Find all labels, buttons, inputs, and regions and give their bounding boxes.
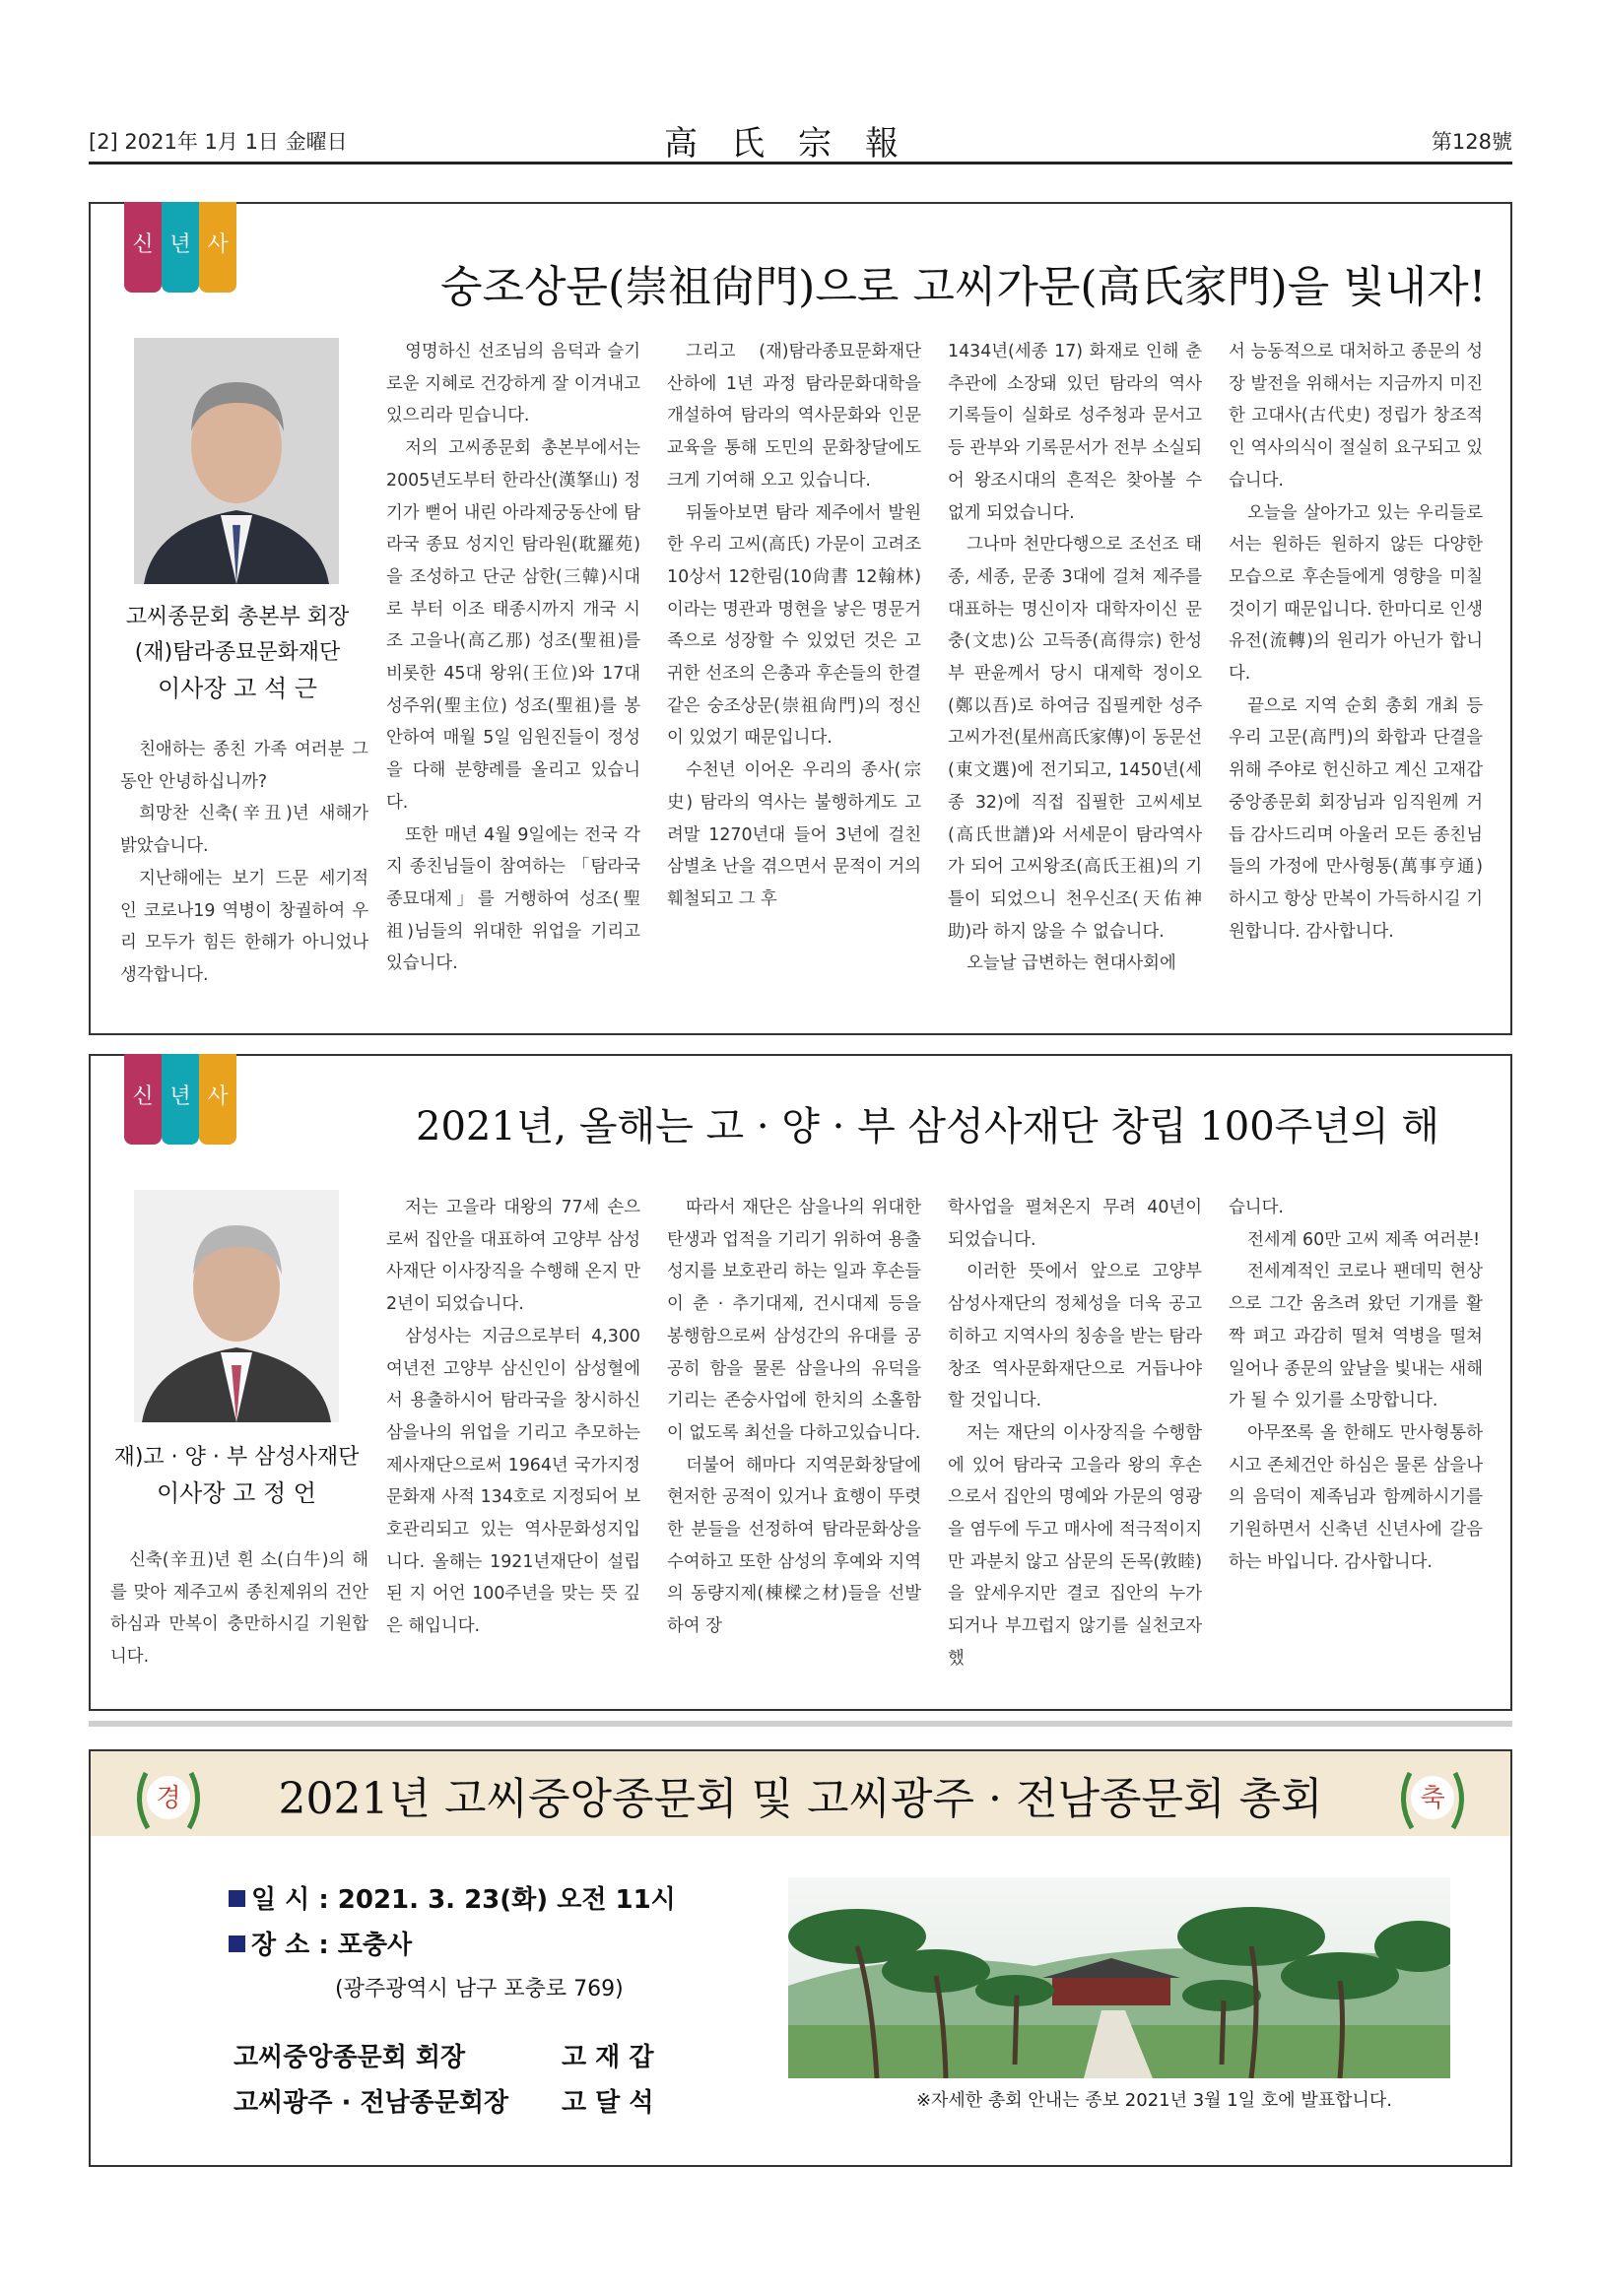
paragraph: 그나마 천만다행으로 조선조 태종, 세종, 문종 3대에 걸쳐 제주를 대표하는 명신이자 대학자이신 문충(文忠)公 고득종(高得宗) 한성부 판윤께서 당시 대제학 정이오(鄭以吾)로 하여금 집필케한 성주고씨가전(星州高氏家傳)이 동문선(東文選)에 전기되고, 1450년(세종 32)에 직접 집필한 고씨세보(高氏世譜)와 서세문이 탐라역사가 되어 고씨왕조(高氏王祖)의 기틀이 되었으니 천우신조(天佑神助)라 하지 않을 수 없습니다. — [948, 535, 1202, 942]
section-divider — [89, 1721, 1512, 1727]
text-column — [386, 336, 640, 980]
badge-char: 년 — [162, 1054, 199, 1145]
date-label: 일 시 : 2021. 3. 23(화) 오전 11시 — [251, 1885, 676, 1915]
paragraph: 그리고 (재)탐라종묘문화재단 산하에 1년 과정 탐라문화대학을 개설하여 탐라의 역사문화와 인문교육을 통해 도민의 문화창달에도 크게 기여해 오고 있습니다. — [667, 342, 921, 491]
wreath-char: 경 — [156, 1784, 181, 1813]
place-line — [229, 1925, 412, 1961]
newspaper-title: 高氏宗報 — [664, 124, 932, 164]
paragraph: 이러한 뜻에서 앞으로 고양부 삼성사재단의 정체성을 더욱 공고히하고 지역사의 칭송을 받는 탐라창조 역사문화재단으로 거듭나야 할 것입니다. — [948, 1262, 1202, 1411]
text-column — [1229, 1192, 1483, 1578]
portrait-photo — [134, 1190, 339, 1422]
paragraph: 삼성사는 지금으로부터 4,300여년전 고양부 삼신인이 삼성혈에서 용출하시어 탐라국을 창시하신 삼을나의 위업을 기리고 추모하는 제사재단으로써 1964년 국가지정 문화재 사적 134호로 지정되어 보호관리되고 있는 역사문화성지입니다. 올해는 1921년재단이 설립된 지 어언 100주년을 맞는 뜻 깊은 해입니다. — [386, 1326, 640, 1637]
paragraph: 학사업을 펼쳐온지 무려 40년이 되었습니다. — [948, 1198, 1202, 1250]
footnote: ※자세한 총회 안내는 종보 2021년 3월 1일 호에 발표합니다. — [915, 2090, 1392, 2111]
issue-number: 第128號 — [1431, 130, 1512, 154]
caption-line: 고씨종문회 총본부 회장 — [125, 605, 350, 629]
paragraph: 저는 재단의 이사장직을 수행함에 있어 탐라국 고을라 왕의 후손으로서 집안의 명예와 가문의 영광을 염두에 두고 매사에 적극적이지만 과분치 않고 삼문의 돈목(敦睦)을 앞세우지만 결코 집안의 누가 되거나 부끄럽지 않기를 실천코자 했 — [948, 1422, 1202, 1669]
shrine-photo — [788, 1877, 1450, 2078]
text-column — [667, 1192, 921, 1643]
text-column — [386, 1192, 640, 1643]
paragraph: 오늘날 급변하는 현대사회에 — [967, 953, 1176, 974]
intro-column — [110, 1544, 368, 1673]
author-caption — [99, 1440, 374, 1511]
wreath-char: 축 — [1420, 1784, 1445, 1813]
paragraph: 아무쪼록 올 한해도 만사형통하시고 존체건안 하심은 물론 삼을나의 음덕이 제족님과 함께하시기를 기원하면서 신축년 신년사에 갈음하는 바입니다. 감사합니다. — [1229, 1422, 1483, 1572]
paragraph: 습니다. — [1229, 1198, 1284, 1217]
paragraph: 뒤돌아보면 탐라 제주에서 발원한 우리 고씨(高氏) 가문이 고려조 10상서 12한림(10尙書 12翰林)이라는 명관과 명현을 낳은 명문거족으로 성장할 수 있었던 것은 고귀한 선조의 은총과 후손들의 한결같은 숭조상문(崇祖尙門)의 정신이 있었기 때문입니다. — [667, 502, 921, 749]
badge-char: 신 — [124, 202, 162, 293]
paragraph: 끝으로 지역 순회 총회 개최 등 우리 고문(高門)의 화합과 단결을 위해 주야로 헌신하고 계신 고재갑 중앙종문회 회장님과 임직원께 거듭 감사드리며 아울러 모든 종친님들의 가정에 만사형통(萬事亨通)하시고 항상 만복이 가득하시길 기원합니다. 감사합니다. — [1229, 695, 1483, 942]
bullet-icon — [229, 1890, 245, 1907]
paragraph: 저는 고을라 대왕의 77세 손으로써 집안을 대표하여 고양부 삼성사재단 이사장직을 수행해 온지 만 2년이 되었습니다. — [386, 1198, 640, 1315]
caption-line: 이사장 고 석 근 — [158, 675, 317, 702]
paragraph: 수천년 이어온 우리의 종사(宗史) 탐라의 역사는 불행하게도 고려말 1270년대 들어 3년에 걸친 삼별초 난을 겪으면서 문적이 거의 훼철되고 그 후 — [667, 760, 921, 909]
official-role: 고씨중앙종문회 회장 — [233, 2043, 466, 2072]
paragraph: 저의 고씨종문회 총본부에서는 2005년도부터 한라산(漢拏山) 정기가 뻗어 내린 아라제궁동산에 탐라국 종묘 성지인 탐라원(耽羅苑)을 조성하고 단군 삼한(三韓)시대로 부터 이조 태종시까지 개국 시조 고을나(高乙那) 성조(聖祖)를 비롯한 45대 왕위(王位)와 17대 성주위(聖主位) 성조(聖祖)를 봉안하여 매월 5일 임원진들이 정성을 다해 분향례를 올리고 있습니다. — [386, 438, 640, 813]
paragraph: 전세계적인 코로나 팬데믹 현상으로 그간 움츠려 왔던 기개를 활짝 펴고 과감히 떨쳐 역병을 떨쳐 일어나 종문의 앞날을 빛내는 새해가 될 수 있기를 소망합니다. — [1229, 1262, 1483, 1411]
text-column — [667, 336, 921, 916]
article-1 — [89, 202, 1512, 1035]
page-header — [89, 116, 1512, 164]
paragraph: 영명하신 선조님의 음덕과 슬기로운 지혜로 건강하게 잘 이겨내고 있으리라 믿습니다. — [386, 342, 640, 426]
badge-char: 사 — [199, 202, 236, 293]
newyear-badge — [124, 202, 236, 293]
official-role: 고씨광주 · 전남종문회장 — [233, 2088, 509, 2118]
paragraph: 1434년(세종 17) 화재로 인해 춘추관에 소장돼 있던 탐라의 역사 기록들이 실화로 성주청과 문서고 등 관부와 기록문서가 전부 소실되어 왕조시대의 흔적은 찾아볼 수 없게 되었습니다. — [948, 342, 1202, 523]
paragraph: 또한 매년 4월 9일에는 전국 각지 종친님들이 참여하는 「탐라국 종묘대제」를 거행하여 성조(聖祖)님들의 위대한 위업을 기리고 있습니다. — [386, 824, 640, 974]
caption-line: 이사장 고 정 언 — [157, 1479, 316, 1507]
paragraph: 희망찬 신축(辛丑)년 새해가 밝았습니다. — [120, 804, 368, 857]
caption-line: 재)고 · 양 · 부 삼성사재단 — [113, 1445, 360, 1470]
caption-line: (재)탐라종묘문화재단 — [134, 640, 341, 665]
paragraph: 따라서 재단은 삼을나의 위대한 탄생과 업적을 기리기 위하여 용출성지를 보호관리 하는 일과 후손들이 춘 · 추기대제, 건시대제 등을 봉행함으로써 삼성간의 유대를 공공히 함을 물론 삼을나의 유덕을 기리는 존숭사업에 한치의 소홀함이 없도록 최선을 다하고있습니다. — [667, 1198, 921, 1443]
intro-column — [120, 734, 368, 992]
shrine-illustration — [788, 1877, 1450, 2078]
paragraph: 더불어 해마다 지역문화창달에 현저한 공적이 있거나 효행이 뚜렷한 분들을 선정하여 탐라문화상을 수여하고 또한 삼성의 후예와 지역의 동량지제(棟樑之材)들을 선발하여 장 — [667, 1455, 921, 1637]
portrait-illustration — [134, 1190, 339, 1422]
portrait-photo — [134, 338, 339, 584]
text-column — [948, 1192, 1202, 1675]
portrait-illustration — [134, 338, 339, 584]
newyear-badge — [124, 1054, 236, 1145]
date-line — [229, 1879, 676, 1916]
assembly-notice — [89, 1749, 1512, 2167]
place-label: 장 소 : 포충사 — [251, 1931, 413, 1960]
issue-date: [2] 2021年 1月 1日 金曜日 — [89, 130, 348, 154]
paragraph: 오늘을 살아가고 있는 우리들로서는 원하든 원하지 않든 다양한 모습으로 후손들에게 영향을 미칠 것이기 때문입니다. 한마디로 인생유전(流轉)의 원리가 아닌가 합니다. — [1229, 502, 1483, 685]
text-column — [948, 336, 1202, 980]
paragraph: 전세계 60만 고씨 제족 여러분! — [1247, 1229, 1481, 1250]
text-column — [1229, 336, 1483, 948]
bullet-icon — [229, 1935, 245, 1952]
paragraph: 신축(辛丑)년 흰 소(白牛)의 해를 맞아 제주고씨 종친제위의 건안하심과 만복이 충만하시길 기원합니다. — [110, 1550, 368, 1668]
official-name: 고 달 석 — [562, 2088, 654, 2118]
notice-title: 2021년 고씨중앙종문회 및 고씨광주 · 전남종문회 총회 — [278, 1774, 1323, 1824]
badge-char: 년 — [162, 202, 199, 293]
article-1-headline: 숭조상문(崇祖尙門)으로 고씨가문(高氏家門)을 빛내자! — [440, 262, 1487, 312]
badge-char: 사 — [199, 1054, 236, 1145]
official-name: 고 재 갑 — [562, 2043, 654, 2072]
article-2 — [89, 1054, 1512, 1711]
address: (광주광역시 남구 포충로 769) — [335, 1977, 624, 2001]
paragraph: 지난해에는 보기 드문 세기적인 코로나19 역병이 창궐하여 우리 모두가 힘든 한해가 아니었나 생각합니다. — [120, 868, 368, 985]
article-2-headline: 2021년, 올해는 고 · 양 · 부 삼성사재단 창립 100주년의 해 — [416, 1104, 1439, 1149]
paragraph: 서 능동적으로 대처하고 종문의 성장 발전을 위해서는 지금까지 미진한 고대사(古代史) 정립가 창조적인 역사의식이 절실히 요구되고 있습니다. — [1229, 342, 1483, 491]
paragraph: 친애하는 종친 가족 여러분 그동안 안녕하십니까? — [120, 740, 368, 792]
badge-char: 신 — [124, 1054, 162, 1145]
author-caption — [110, 600, 365, 706]
